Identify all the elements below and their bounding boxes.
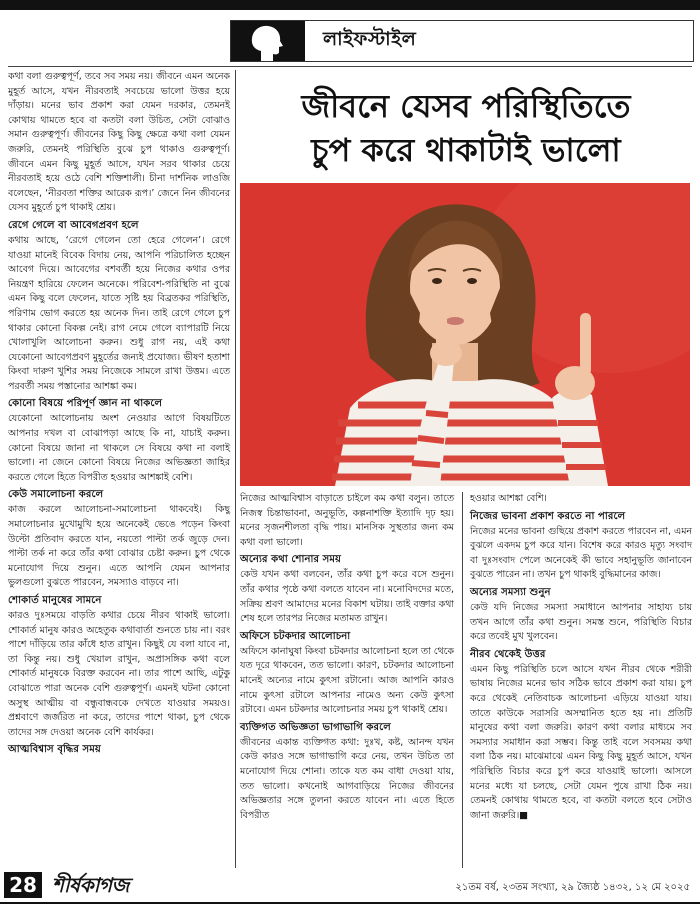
paragraph-expression: নিজের মনের ভাবনা গুছিয়ে প্রকাশ করতে পারবেন না, এমন বুঝলে একদম চুপ করে যান। বিশেষ করে কারও মৃত্যু সংবাদ বা দুঃসংবাদ পেলে অনেকেই কী ভাবে সহানুভূতি জানাবেন বুঝতে পারেন না। তখন চুপ থাকাই বুদ্ধিমানের কাজ। — [470, 525, 692, 581]
section-label: লাইফস্টাইল — [323, 28, 417, 50]
paragraph-others-problems: কেউ যদি নিজের সমস্যা সমাধানে আপনার সাহায্য চায় তখন আগে তাঁর কথা শুনুন। সমস্ত শুনে, পরিস্থিতি বিচার করে তবেই মুখ খুলবেন। — [470, 601, 692, 643]
subhead-silent-answer: নীরব থেকেই উত্তর — [470, 648, 546, 660]
page-footer — [0, 872, 700, 910]
publication-logo: শীর্ষকাগজ — [52, 873, 129, 897]
paragraph-criticism: কাজ করলে আলোচনা-সমালোচনা থাকবেই। কিছু সমালোচনার মুখোমুখি হয়ে অনেকেই ভেঙে পড়েন কিংবা উল্টো প্রতিবাদ করতে যান, নয়তো পাল্টা তর্ক জুড়ে দেন। পাল্টা তর্ক না করে তাঁর কথা বোঝার চেষ্টা করুন। চুপ থেকে মনোযোগ দিয়ে শুনুন। এতে আপনি যেমন আপনার ভুলগুলো বুঝতে পারবেন, সমস্যাও বাড়বে না। — [8, 504, 230, 589]
column-left — [8, 70, 230, 758]
headline-line-2: চুপ করে থাকাটাই ভালো — [311, 131, 621, 169]
subhead-knowledge: কোনো বিষয়ে পরিপূর্ণ জ্ঞান না থাকলে — [8, 398, 163, 410]
column-divider — [235, 70, 236, 868]
subhead-expression: নিজের ভাবনা প্রকাশ করতে না পারলে — [470, 510, 626, 522]
head-silhouette-icon — [231, 21, 305, 61]
subhead-criticism: কেউ সমালোচনা করলে — [8, 489, 104, 501]
subhead-office-gossip: অফিসে চটকদার আলোচনা — [240, 630, 351, 642]
paragraph-personal-experience: জীবনের একান্ত ব্যক্তিগত কথা: দুঃখ, কষ্ট, আনন্দ যখন কেউ কারও সঙ্গে ভাগাভাগি করে নেয়, তখন উচিত তা মনোযোগ দিয়ে শোনা। তাকে যত কম বাধা দেওয়া যায়, তত ভালো। কখনোই আগবাড়িয়ে নিজের জীবনের অভিজ্ঞতার সঙ্গে তুলনা করতে যাবেন না। এতে হিতে বিপরীত — [240, 736, 454, 821]
paragraph-knowledge: যেকোনো আলোচনায় অংশ নেওয়ার আগে বিষয়টিতে আপনার দখল বা বোঝাপড়া আছে কি না, যাচাই করুন। কোনো বিষয়ে জানা না থাকলে সে বিষয়ে কথা না বলাই ভালো। না জেনে কোনো বিষয়ে নিজের অভিজ্ঞতা জাহির করতে গেলে হিতে বিপরীত হওয়ার আশঙ্কাই বেশি। — [8, 413, 230, 483]
footer-rule — [0, 902, 700, 904]
paragraph-silent-answer: এমন কিছু পরিস্থিতি চলে আসে যখন নীরব থেকে শরীরী ভাষায় নিজের মনের ভাব সঠিক ভাবে প্রকাশ করা যায়। চুপ করে থেকেই নেতিবাচক আলোচনা এড়িয়ে যাওয়া যায়। তাতে কাউকে সরাসরি অসম্মানিত হতে হয় না। প্রতিটি মানুষের কথা বলা জরুরি। কারণ কথা বলার মাধ্যমে সব সমস্যার সমাধান করা সম্ভব। কিন্তু তাই বলে সবসময় কথা বলা ঠিক নয়। মাঝেমাঝে এমন কিছু কিছু মুহূর্ত আসে, যখন পরিস্থিতি বিচার করে চুপ করে যাওয়াই ভালো। আসলে মনের মধ্যে যা চলছে, সেটা যেমন পুষে রাখা ঠিক নয়। তেমনই কোথায় থামতে হবে, বা কতটা বলতে হবে সেটাও জানা জরুরি।■ — [470, 663, 692, 821]
subhead-personal-experience: ব্যক্তিগত অভিজ্ঞতা ভাগাভাগি করলে — [240, 721, 391, 733]
headline-line-1: জীবনে যেসব পরিস্থিতিতে — [301, 87, 631, 125]
woman-shushing-photo — [240, 183, 690, 486]
section-header — [230, 20, 694, 62]
column-middle — [240, 492, 454, 826]
paragraph-continued: হওয়ার আশঙ্কা বেশি। — [470, 493, 547, 504]
subhead-others-problems: অন্যের সমস্যা শুনুন — [470, 586, 551, 598]
header-rule — [8, 66, 692, 67]
paragraph-anger: কথায় আছে, ‘রেগে গেলেন তো হেরে গেলেন’। রেগে যাওয়া মানেই বিবেক বিদায় নেয়, আপনি পরিচালিত হচ্ছেন আবেগ দিয়ে। আবেগের বশবর্তী হয়ে নিজের কথার ওপর নিয়ন্ত্রণ হারিয়ে ফেলেন অনেকে। পরিবেশ-পরিস্থিতি না বুঝে এমন কিছু বলে ফেলেন, যাতে সৃষ্টি হয় বিব্রতকর পরিস্থিতি, পরিণাম ভোগ করতে হয় অনেক দিন। তাই রেগে গেলে চুপ থাকার কোনো বিকল্প নেই। রাগ নেমে গেলে ব্যাপারটি নিয়ে খোলাখুলি আলোচনা করুন। শুধু রাগ নয়, এই কথা যেকোনো আবেগপ্রবণ মুহূর্তের জন্যই প্রযোজ্য। ভীষণ হতাশা কিংবা দারুণ খুশির সময় নিজেকে সামলে রাখা উত্তম। এতে পরবর্তী সময় পস্তানোর আশঙ্কা কম। — [8, 234, 230, 392]
column-right — [470, 492, 692, 826]
subhead-confidence: আত্মবিশ্বাস বৃদ্ধির সময় — [8, 744, 101, 756]
subhead-listening: অন্যের কথা শোনার সময় — [240, 554, 342, 566]
dateline: ২১তম বর্ষ, ২৩তম সংখ্যা, ২৯ জ্যৈষ্ঠ ১৪৩২, ১২ মে ২০২৫ — [455, 882, 690, 893]
headline — [238, 84, 694, 172]
paragraph-office-gossip: অফিসে কানাঘুষা কিংবা চটকদার আলোচনা হলে তা থেকে যত দূরে থাকবেন, তত ভালো। কারণ, চটকদার আলোচনা মানেই অন্যের নামে কুৎসা রটানো। আজ আপনি কারও নামে কুৎসা রটালে আপনার নামেও অন্য কেউ কুৎসা রটাবে। এমন চটকদার আলোচনার সময় চুপ থাকাই শ্রেয়। — [240, 645, 454, 716]
subhead-grief: শোকার্ত মানুষের সামনে — [8, 595, 102, 606]
subhead-anger: রেগে গেলে বা আবেগপ্রবণ হলে — [8, 219, 139, 231]
page-number: 28 — [4, 872, 42, 898]
column-divider-2 — [462, 492, 463, 868]
paragraph-confidence: নিজের আত্মবিশ্বাস বাড়াতে চাইলে কম কথা বলুন। তাতে নিজস্ব চিন্তাভাবনা, অনুভূতি, কল্পনাশক্তি ইত্যাদি দৃঢ় হয়। মনের সৃজনশীলতা বৃদ্ধি পায়। মানসিক সুস্থতার জন্য কম কথা বলা ভালো। — [240, 493, 454, 548]
intro-paragraph: কথা বলা গুরুত্বপূর্ণ, তবে সব সময় নয়। জীবনে এমন অনেক মুহূর্ত আসে, যখন নীরবতাই সবচেয়ে ভালো উত্তর হয়ে দাঁড়ায়। মনের ভাব প্রকাশ করা যেমন দরকার, তেমনই কোথায় থামতে হবে বা কতটা বলা উচিত, সেটা বোঝাও সমান গুরুত্বপূর্ণ। জীবনের কিছু কিছু ক্ষেত্রে কথা বলা যেমন জরুরি, তেমনই পরিস্থিতি বুঝে চুপ থাকাও গুরুত্বপূর্ণ। জীবনে এমন কিছু মুহূর্ত আসে, যখন সরব থাকার চেয়ে নীরবতাই হয়ে ওঠে বেশি শক্তিশালী। চীনা দার্শনিক লাওজি বলেছেন, ‘নীরবতা শক্তির আরেক রূপ।’ জেনে নিন জীবনের যেসব মুহূর্তে চুপ থাকাই শ্রেয়। — [8, 71, 230, 214]
paragraph-listening: কেউ যখন কথা বলবেন, তাঁর কথা চুপ করে বসে শুনুন। তাঁর কথার পৃষ্ঠে কথা বলতে যাবেন না। মনোবিদদের মতে, সক্রিয় শ্রবণ আমাদের মনের বিকাশ ঘটায়। তাই বক্তার কথা শেষ হলে তারপর নিজের মতামত রাখুন। — [240, 569, 454, 625]
top-bar — [0, 0, 700, 10]
paragraph-grief: কারও দুঃসময়ে বাড়তি কথার চেয়ে নীরব থাকাই ভালো। শোকার্ত মানুষ কারও অহেতুক কথাবার্তা শুনতে চায় না। বরং পাশে দাঁড়িয়ে তার কাঁধে হাত রাখুন। কিছুই যে বলা যাবে না, তা কিন্তু নয়। শুধু খেয়াল রাখুন, অপ্রাসঙ্গিক কথা বলে শোকার্ত মানুষকে বিরক্ত করবেন না। তার পাশে আছি, এটুকু বোঝাতে পারা অনেক বেশি গুরুত্বপূর্ণ। এমনই ঘটনা কোনো অসুস্থ আত্মীয় বা বন্ধুবান্ধবকে দেখতে যাওয়ার সময়ও। প্রশ্নবাণে জর্জরিত না করে, তাদের পাশে থাকা, চুপ থেকে তাদের সঙ্গ দেওয়া অনেক বেশি কার্যকর। — [8, 610, 230, 738]
